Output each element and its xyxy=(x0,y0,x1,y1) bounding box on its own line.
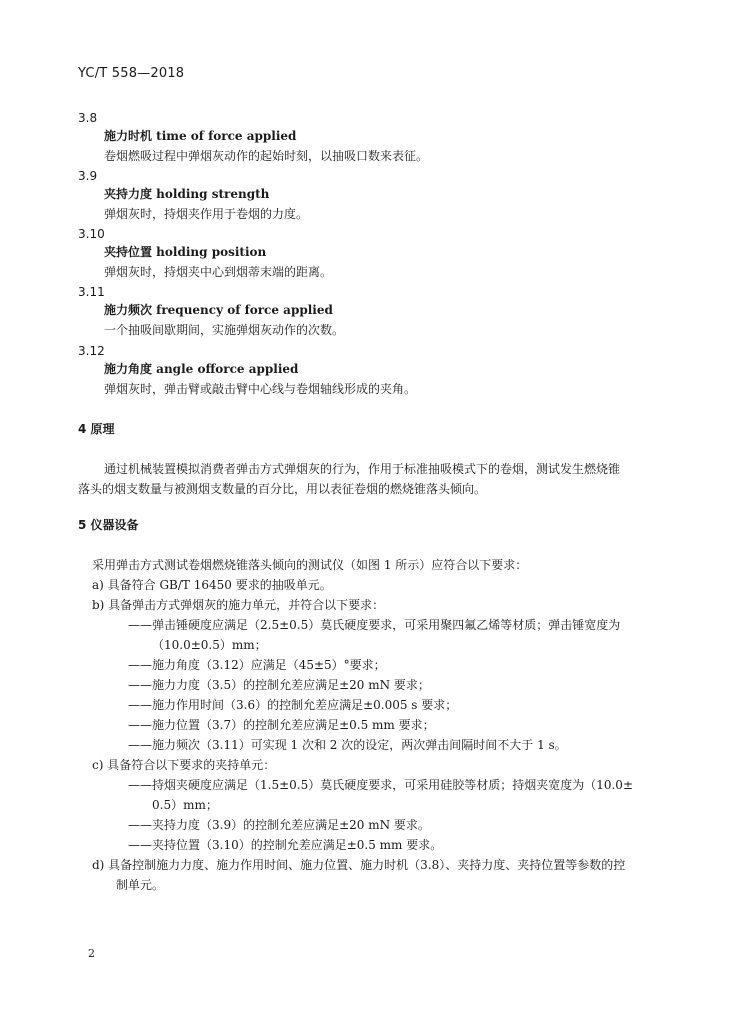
sub-item: ——弹击锤硬度应满足（2.5±0.5）莫氏硬度要求，可采用聚四氟乙烯等材质；弹击锤宽度为 xyxy=(128,618,621,632)
list-item-d-continuation: 制单元。 xyxy=(116,878,165,892)
sub-item: ——夹持力度（3.9）的控制允差应满足±20 mN 要求。 xyxy=(128,818,430,832)
list-item-b: b) 具备弹击方式弹烟灰的施力单元，并符合以下要求： xyxy=(92,598,385,612)
term-title: 施力频次 frequency of force applied xyxy=(104,303,333,317)
sub-item: ——施力力度（3.5）的控制允差应满足±20 mN 要求； xyxy=(128,678,430,692)
sub-item: ——夹持位置（3.10）的控制允差应满足±0.5 mm 要求。 xyxy=(128,838,443,852)
term-title: 夹持力度 holding strength xyxy=(104,187,270,201)
sub-item: ——施力作用时间（3.6）的控制允差应满足±0.005 s 要求； xyxy=(128,698,458,712)
list-item-a: a) 具备符合 GB/T 16450 要求的抽吸单元。 xyxy=(92,578,332,592)
term-definition: 一个抽吸间歇期间，实施弹烟灰动作的次数。 xyxy=(104,323,345,337)
term-definition: 弹烟灰时，持烟夹作用于卷烟的力度。 xyxy=(104,207,309,221)
section-heading-apparatus: 5 仪器设备 xyxy=(78,518,139,532)
page-number: 2 xyxy=(88,947,95,960)
list-item-d: d) 具备控制施力力度、施力作用时间、施力位置、施力时机（3.8）、夹持力度、夹持位置等参数的控 xyxy=(92,858,626,872)
list-item-c: c) 具备符合以下要求的夹持单元： xyxy=(92,758,276,772)
sub-item-continuation: 0.5）mm； xyxy=(152,798,218,812)
term-title: 施力角度 angle offorce applied xyxy=(104,362,299,376)
apparatus-intro: 采用弹击方式测试卷烟燃烧锥落头倾向的测试仪（如图 1 所示）应符合以下要求： xyxy=(92,558,528,572)
sub-item-continuation: （10.0±0.5）mm； xyxy=(152,638,267,652)
principle-paragraph-line: 通过机械装置模拟消费者弹击方式弹烟灰的行为，作用于标准抽吸模式下的卷烟，测试发生燃烧锥 xyxy=(104,462,621,476)
term-title: 夹持位置 holding position xyxy=(104,245,267,259)
clause-number: 3.11 xyxy=(78,285,105,299)
standard-header: YC/T 558—2018 xyxy=(78,66,185,81)
clause-number: 3.10 xyxy=(78,227,105,241)
sub-item: ——施力角度（3.12）应满足（45±5）°要求； xyxy=(128,658,386,672)
sub-item: ——施力频次（3.11）可实现 1 次和 2 次的设定，两次弹击间隔时间不大于 1 s。 xyxy=(128,738,567,752)
principle-paragraph-line: 落头的烟支数量与被测烟支数量的百分比，用以表征卷烟的燃烧锥落头倾向。 xyxy=(78,482,487,496)
term-definition: 弹烟灰时，弹击臂或敲击臂中心线与卷烟轴线形成的夹角。 xyxy=(104,382,417,396)
section-heading-principle: 4 原理 xyxy=(78,422,115,436)
sub-item: ——施力位置（3.7）的控制允差应满足±0.5 mm 要求； xyxy=(128,718,435,732)
term-definition: 弹烟灰时，持烟夹中心到烟蒂末端的距离。 xyxy=(104,265,333,279)
sub-item: ——持烟夹硬度应满足（1.5±0.5）莫氏硬度要求，可采用硅胶等材质；持烟夹宽度为（10.0± xyxy=(128,778,633,792)
term-definition: 卷烟燃吸过程中弹烟灰动作的起始时刻，以抽吸口数来表征。 xyxy=(104,149,429,163)
term-title: 施力时机 time of force applied xyxy=(104,129,297,143)
clause-number: 3.9 xyxy=(78,169,98,183)
clause-number: 3.8 xyxy=(78,111,98,125)
clause-number: 3.12 xyxy=(78,344,105,358)
